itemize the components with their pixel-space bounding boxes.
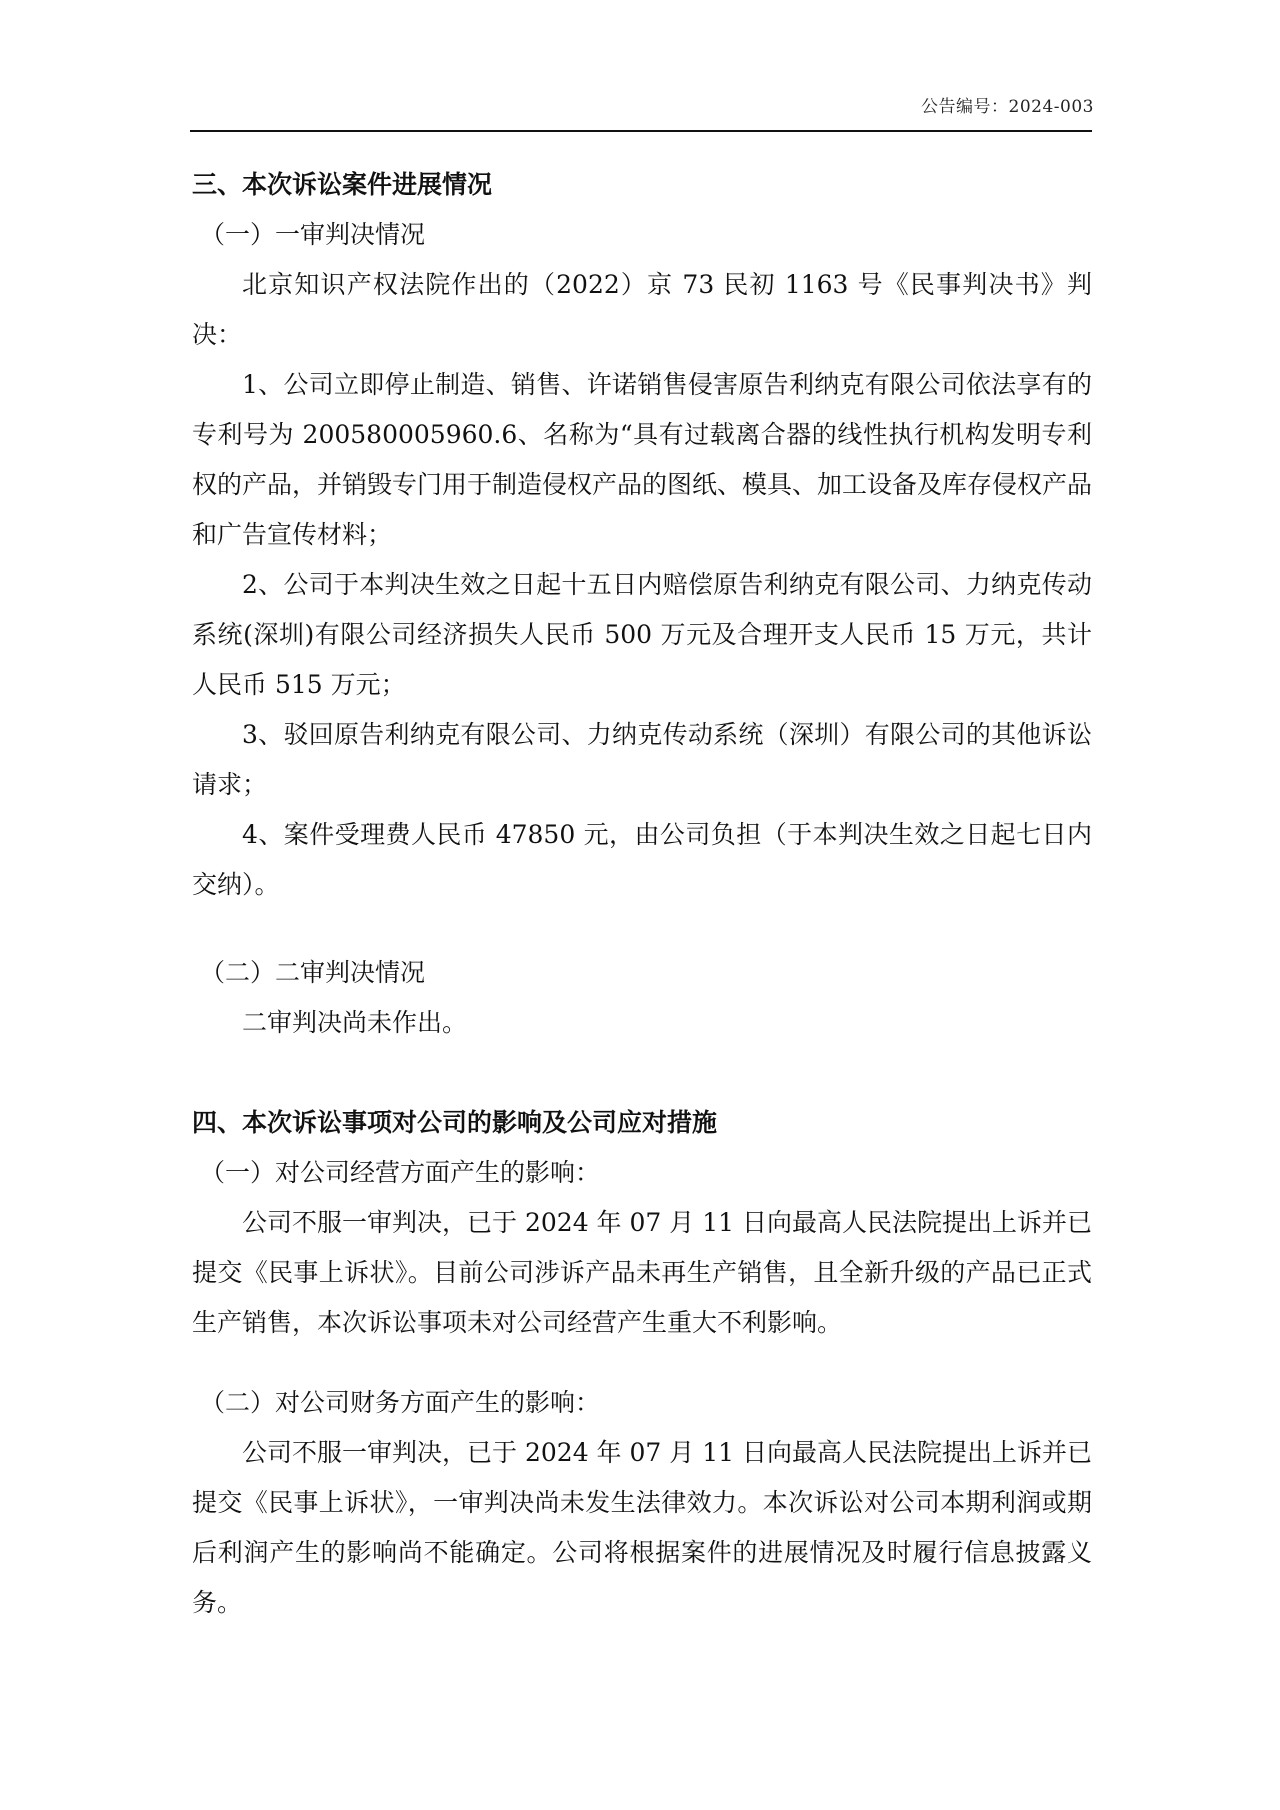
finance-impact-heading: （二）对公司财务方面产生的影响： (200, 1388, 601, 1417)
section-3-heading: 三、本次诉讼案件进展情况 (192, 170, 493, 199)
section-4-heading: 四、本次诉讼事项对公司的影响及公司应对措施 (192, 1108, 718, 1137)
spacer (192, 1048, 1092, 1098)
spacer (192, 1348, 1092, 1378)
second-instance-heading: （二）二审判决情况 (200, 958, 426, 987)
second-instance-text: 二审判决尚未作出。 (242, 1008, 468, 1037)
operations-impact-text: 公司不服一审判决，已于 2024 年 07 月 11 日向最高人民法院提出上诉并已提交《民事上诉状》。目前公司涉诉产品未再生产销售，且全新升级的产品已正式生产销售，本次诉讼事项未对公司经营产生重大不利影响。 (192, 1208, 1092, 1337)
operations-impact-heading: （一）对公司经营方面产生的影响： (200, 1158, 601, 1187)
judgment-item-1: 1、公司立即停止制造、销售、许诺销售侵害原告利纳克有限公司依法享有的专利号为 200580005960.6、名称为“具有过载离合器的线性执行机构发明专利权的产品，并销毁专门用于制造侵权产品的图纸、模具、加工设备及库存侵权产品和广告宣传材料； (192, 370, 1093, 549)
document-body (192, 160, 1092, 1628)
announcement-number: 公告编号：2024-003 (921, 97, 1094, 117)
first-instance-heading: （一）一审判决情况 (200, 220, 426, 249)
header-divider (190, 130, 1092, 132)
judgment-item-4: 4、案件受理费人民币 47850 元，由公司负担（于本判决生效之日起七日内交纳）。 (192, 820, 1092, 899)
judgment-item-2: 2、公司于本判决生效之日起十五日内赔偿原告利纳克有限公司、力纳克传动系统(深圳)有限公司经济损失人民币 500 万元及合理开支人民币 15 万元，共计人民币 515 万元； (192, 570, 1092, 699)
judgment-item-3: 3、驳回原告利纳克有限公司、力纳克传动系统（深圳）有限公司的其他诉讼请求； (192, 720, 1092, 799)
finance-impact-text: 公司不服一审判决，已于 2024 年 07 月 11 日向最高人民法院提出上诉并已提交《民事上诉状》，一审判决尚未发生法律效力。本次诉讼对公司本期利润或期后利润产生的影响尚不能确定。公司将根据案件的进展情况及时履行信息披露义务。 (192, 1438, 1092, 1617)
first-instance-intro: 北京知识产权法院作出的（2022）京 73 民初 1163 号《民事判决书》判决： (192, 270, 1092, 349)
spacer (192, 910, 1092, 948)
